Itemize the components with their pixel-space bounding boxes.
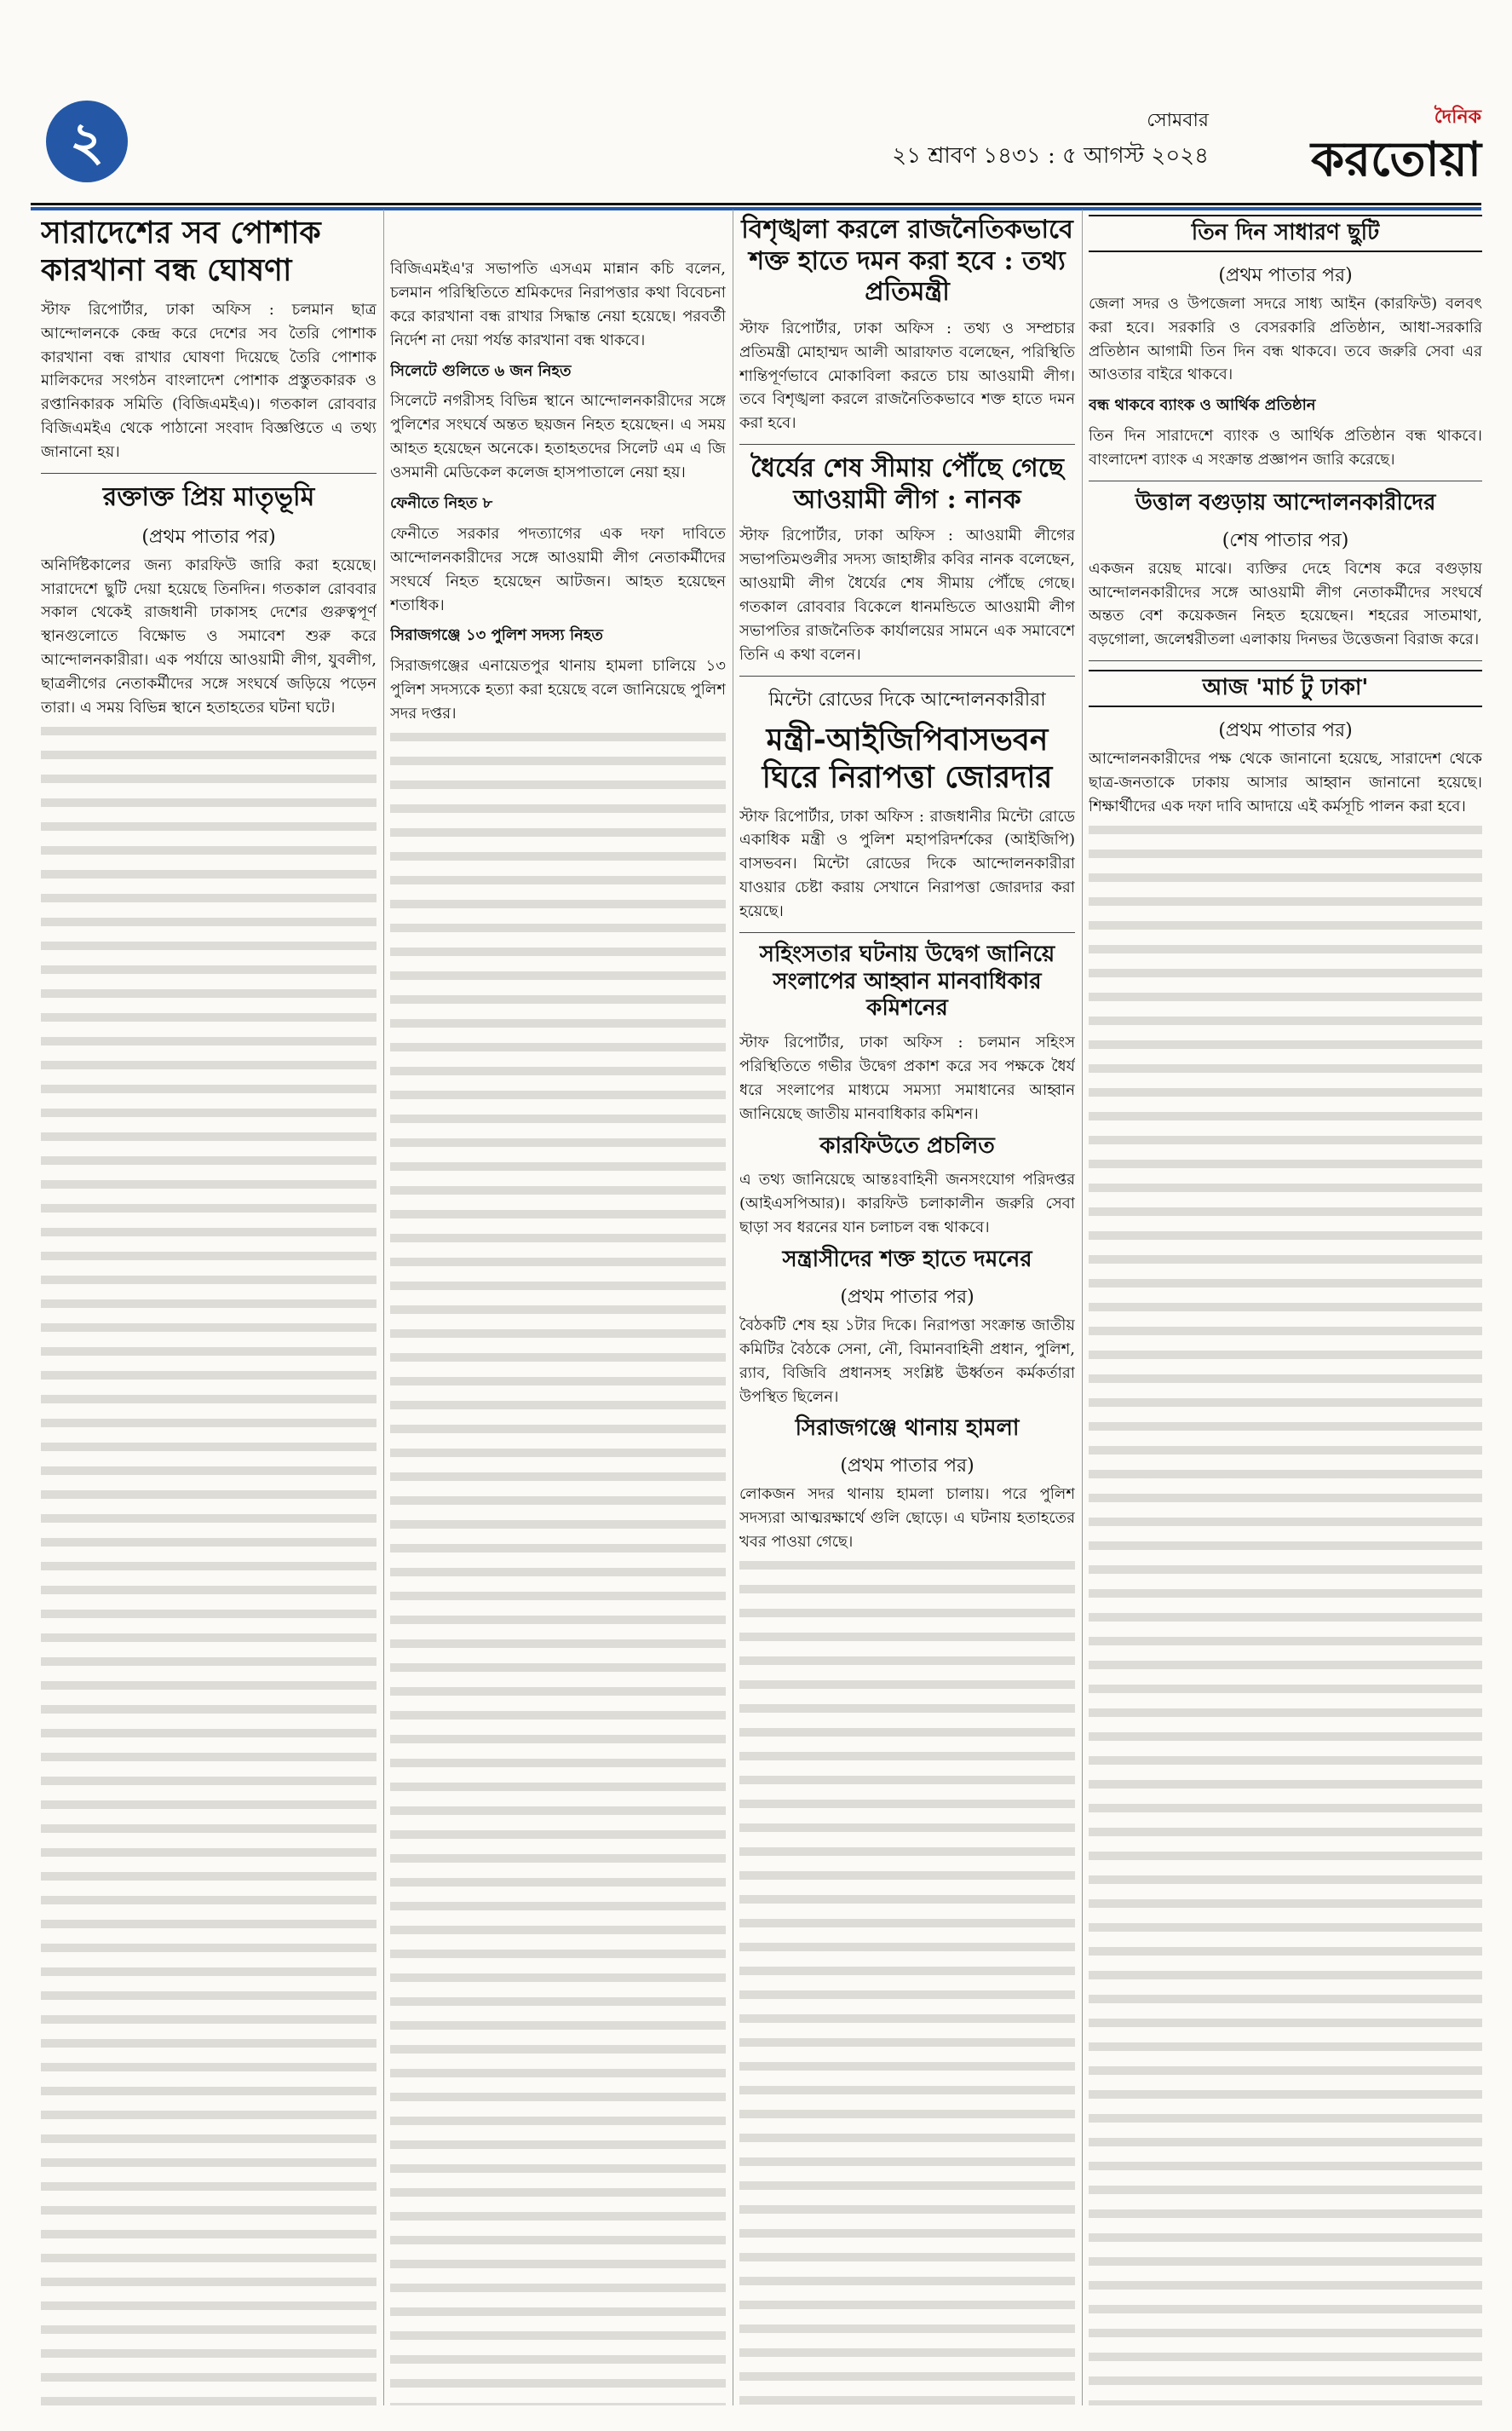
story-headline: বিশৃঙ্খলা করলে রাজনৈতিকভাবে শক্ত হাতে দমন করা হবে : তথ্য প্রতিমন্ত্রী	[741, 215, 1073, 308]
day-name: সোমবার	[1147, 110, 1209, 131]
column-divider	[383, 210, 384, 2405]
column-4	[1089, 210, 1482, 2405]
logo-name: করতোয়া	[1311, 131, 1481, 187]
story-headline: উত্তাল বগুড়ায় আন্দোলনকারীদের	[1135, 489, 1436, 516]
story-body: তিন দিন সারাদেশে ব্যাংক ও আর্থিক প্রতিষ্ঠান বন্ধ থাকবে। বাংলাদেশ ব্যাংক এ সংক্রান্ত প্রজ্ঞাপন জারি করেছে।	[1089, 427, 1482, 469]
separator	[739, 676, 1075, 677]
newspaper-logo	[1226, 102, 1481, 187]
column-divider	[1082, 210, 1083, 2405]
separator	[1089, 660, 1482, 661]
story-body: স্টাফ রিপোর্টার, ঢাকা অফিস : রাজধানীর মিন্টো রোডে একাধিক মন্ত্রী ও পুলিশ মহাপরিদর্শকের (আইজিপি) বাসভবন। মিন্টো রোডের দিকে আন্দোলনকারীরা যাওয়ার চেষ্টা করায় সেখানে নিরাপত্তা জোরদার করা হয়েছে।	[739, 807, 1075, 921]
story-headline: আজ 'মার্চ টু ঢাকা'	[1089, 670, 1482, 707]
story-headline: সহিংসতার ঘটনায় উদ্বেগ জানিয়ে সংলাপের আহ্বান মানবাধিকার কমিশনের	[759, 942, 1055, 1022]
story-body: সিলেটে নগরীসহ বিভিন্ন স্থানে আন্দোলনকারীদের সঙ্গে পুলিশের সংঘর্ষে অন্তত ছয়জন নিহত হয়েছেন। এ সময় আহত হয়েছেন অনেকে। হতাহতদের সিলেট এম এ জি ওসমানী মেডিকেল কলেজ হাসপাতালে নেয়া হয়।	[390, 392, 726, 482]
story-body: আন্দোলনকারীদের পক্ষ থেকে জানানো হয়েছে, সারাদেশ থেকে ছাত্র-জনতাকে ঢাকায় আসার আহ্বান জানানো হয়েছে। শিক্ষার্থীদের এক দফা দাবি আদায়ে এই কর্মসূচি পালন করা হবে।	[1089, 749, 1482, 815]
subhead: বন্ধ থাকবে ব্যাংক ও আর্থিক প্রতিষ্ঠান	[1089, 396, 1316, 415]
separator	[739, 444, 1075, 445]
story-body: সিরাজগঞ্জের এনায়েতপুর থানায় হামলা চালিয়ে ১৩ পুলিশ সদস্যকে হত্যা করা হয়েছে বলে জানিয়েছে পুলিশ সদর দপ্তর।	[390, 657, 726, 723]
subhead: ফেনীতে নিহত ৮	[390, 494, 493, 513]
subhead: সিরাজগঞ্জে ১৩ পুলিশ সদস্য নিহত	[390, 626, 603, 645]
story-headline: তিন দিন সাধারণ ছুটি	[1089, 215, 1482, 252]
story-kicker: (প্রথম পাতার পর)	[141, 526, 276, 548]
story-headline: সন্ত্রাসীদের শক্ত হাতে দমনের	[782, 1247, 1032, 1273]
story-body: এ তথ্য জানিয়েছে আন্তঃবাহিনী জনসংযোগ পরিদপ্তর (আইএসপিআর)। কারফিউ চলাকালীন জরুরি সেবা ছাড়া সব ধরনের যান চলাচল বন্ধ থাকবে।	[739, 1171, 1075, 1237]
story-body: স্টাফ রিপোর্টার, ঢাকা অফিস : তথ্য ও সম্প্রচার প্রতিমন্ত্রী মোহাম্মদ আলী আরাফাত বলেছেন, পরিস্থিতি শান্তিপূর্ণভাবে মোকাবিলা করতে চায় আওয়ামী লীগ। তবে বিশৃঙ্খলা করলে রাজনৈতিকভাবে শক্ত হাতে দমন করা হবে।	[739, 319, 1075, 433]
story-headline: মন্ত্রী-আইজিপিবাসভবন ঘিরে নিরাপত্তা জোরদার	[762, 721, 1053, 795]
story-kicker: (প্রথম পাতার পর)	[840, 1286, 974, 1308]
story-kicker: (প্রথম পাতার পর)	[1218, 264, 1353, 286]
story-body: জেলা সদর ও উপজেলা সদরে সাধ্য আইন (কারফিউ) বলবৎ করা হবে। সরকারি ও বেসরকারি প্রতিষ্ঠান, আধা-সরকারি প্রতিষ্ঠান আগামী তিন দিন বন্ধ থাকবে। তবে জরুরি সেবা এর আওতার বাইরে থাকবে।	[1089, 294, 1482, 384]
story-body: স্টাফ রিপোর্টার, ঢাকা অফিস : আওয়ামী লীগের সভাপতিমণ্ডলীর সদস্য জাহাঙ্গীর কবির নানক বলেছেন, আওয়ামী লীগ ধৈর্যের শেষ সীমায় পৌঁছে গেছে। গতকাল রোববার বিকেলে ধানমন্ডিতে আওয়ামী লীগ সভাপতির রাজনৈতিক কার্যালয়ের সামনে এক সমাবেশে তিনি এ কথা বলেন।	[739, 527, 1075, 664]
story-kicker: (শেষ পাতার পর)	[1222, 529, 1349, 551]
story-headline: সিরাজগঞ্জে থানায় হামলা	[795, 1415, 1020, 1442]
page-number-badge: ২	[46, 101, 128, 182]
story-body: লোকজন সদর থানায় হামলা চালায়। পরে পুলিশ সদস্যরা আত্মরক্ষার্থে গুলি ছোড়ে। এ ঘটনায় হতাহতের খবর পাওয়া গেছে।	[739, 1485, 1075, 1551]
story-body: স্টাফ রিপোর্টার, ঢাকা অফিস : চলমান সহিংস পরিস্থিতিতে গভীর উদ্বেগ প্রকাশ করে সব পক্ষকে ধৈর্য ধরে সংলাপের মাধ্যমে সমস্যা সমাধানের আহ্বান জানিয়েছে জাতীয় মানবাধিকার কমিশন।	[739, 1034, 1075, 1123]
column-2	[390, 210, 726, 2405]
lead-body: স্টাফ রিপোর্টার, ঢাকা অফিস : চলমান ছাত্র আন্দোলনকে কেন্দ্র করে দেশের সব তৈরি পোশাক কারখানা বন্ধ রাখার ঘোষণা দিয়েছে তৈরি পোশাক মালিকদের সংগঠন বাংলাদেশ পোশাক প্রস্তুতকারক ও রপ্তানিকারক সমিতি (বিজিএমইএ)। গতকাল রোববার বিজিএমইএ থেকে পাঠানো সংবাদ বিজ্ঞপ্তিতে এ তথ্য জানানো হয়।	[41, 300, 377, 462]
story-body: অনির্দিষ্টকালের জন্য কারফিউ জারি করা হয়েছে। সারাদেশে ছুটি দেয়া হয়েছে তিনদিন। গতকাল রোববার সকাল থেকেই রাজধানী ঢাকাসহ দেশের গুরুত্বপূর্ণ স্থানগুলোতে বিক্ষোভ ও সমাবেশ শুরু করে আন্দোলনকারীরা। এক পর্যায়ে আওয়ামী লীগ, যুবলীগ, ছাত্রলীগের নেতাকর্মীদের সঙ্গে সংঘর্ষে জড়িয়ে পড়েন তারা। এ সময় বিভিন্ন স্থানে হতাহতের ঘটনা ঘটে।	[41, 556, 377, 717]
column-3	[739, 210, 1075, 2405]
separator	[739, 932, 1075, 933]
story-body: বৈঠকটি শেষ হয় ১টার দিকে। নিরাপত্তা সংক্রান্ত জাতীয় কমিটির বৈঠকে সেনা, নৌ, বিমানবাহিনী প্রধান, পুলিশ, র‍্যাব, বিজিবি প্রধানসহ সংশ্লিষ্ট ঊর্ধ্বতন কর্মকর্তারা উপস্থিত ছিলেন।	[739, 1316, 1075, 1406]
separator	[41, 473, 377, 474]
story-headline: ধৈর্যের শেষ সীমায় পৌঁছে গেছে আওয়ামী লীগ : নানক	[750, 453, 1064, 515]
story-kicker: (প্রথম পাতার পর)	[840, 1455, 974, 1478]
text-continuation	[739, 1561, 1075, 2405]
text-continuation	[41, 727, 377, 2405]
column-1	[41, 210, 377, 2405]
lead-headline: সারাদেশের সব পোশাক কারখানা বন্ধ ঘোষণা	[41, 215, 321, 288]
story-body: বিজিএমইএ'র সভাপতি এসএম মান্নান কচি বলেন, চলমান পরিস্থিতিতে শ্রমিকদের নিরাপত্তার কথা বিবেচনা করে কারখানা বন্ধ রাখার সিদ্ধান্ত নেয়া হয়েছে। পরবর্তী নির্দেশ না দেয়া পর্যন্ত কারখানা বন্ধ থাকবে।	[390, 260, 726, 349]
story-body: একজন রয়েছ মাঝে। ব্যক্তির দেহে বিশেষ করে বগুড়ায় আন্দোলনকারীদের সঙ্গে আওয়ামী লীগ নেতাকর্মীদের সংঘর্ষে অন্তত বেশ কয়েকজন নিহত হয়েছেন। শহরের সাতমাথা, বড়গোলা, জলেশ্বরীতলা এলাকায় দিনভর উত্তেজনা বিরাজ করে।	[1089, 559, 1482, 649]
text-continuation	[1089, 826, 1482, 2405]
story-kicker: (প্রথম পাতার পর)	[1218, 719, 1353, 741]
subhead: সিলেটে গুলিতে ৬ জন নিহত	[390, 361, 572, 380]
masthead	[31, 101, 1481, 205]
date-line: ২১ শ্রাবণ ১৪৩১ : ৫ আগস্ট ২০২৪	[892, 143, 1209, 169]
text-continuation	[390, 733, 726, 2405]
story-headline: রক্তাক্ত প্রিয় মাতৃভূমি	[102, 482, 315, 513]
story-body: ফেনীতে সরকার পদত্যাগের এক দফা দাবিতে আন্দোলনকারীদের সঙ্গে আওয়ামী লীগ নেতাকর্মীদের সংঘর্ষে নিহত হয়েছেন আটজন। আহত হয়েছেন শতাধিক।	[390, 524, 726, 614]
logo-prefix: দৈনিক	[1434, 106, 1481, 128]
story-headline: কারফিউতে প্রচলিত	[819, 1132, 995, 1159]
story-kicker: মিন্টো রোডের দিকে আন্দোলনকারীরা	[768, 688, 1046, 711]
